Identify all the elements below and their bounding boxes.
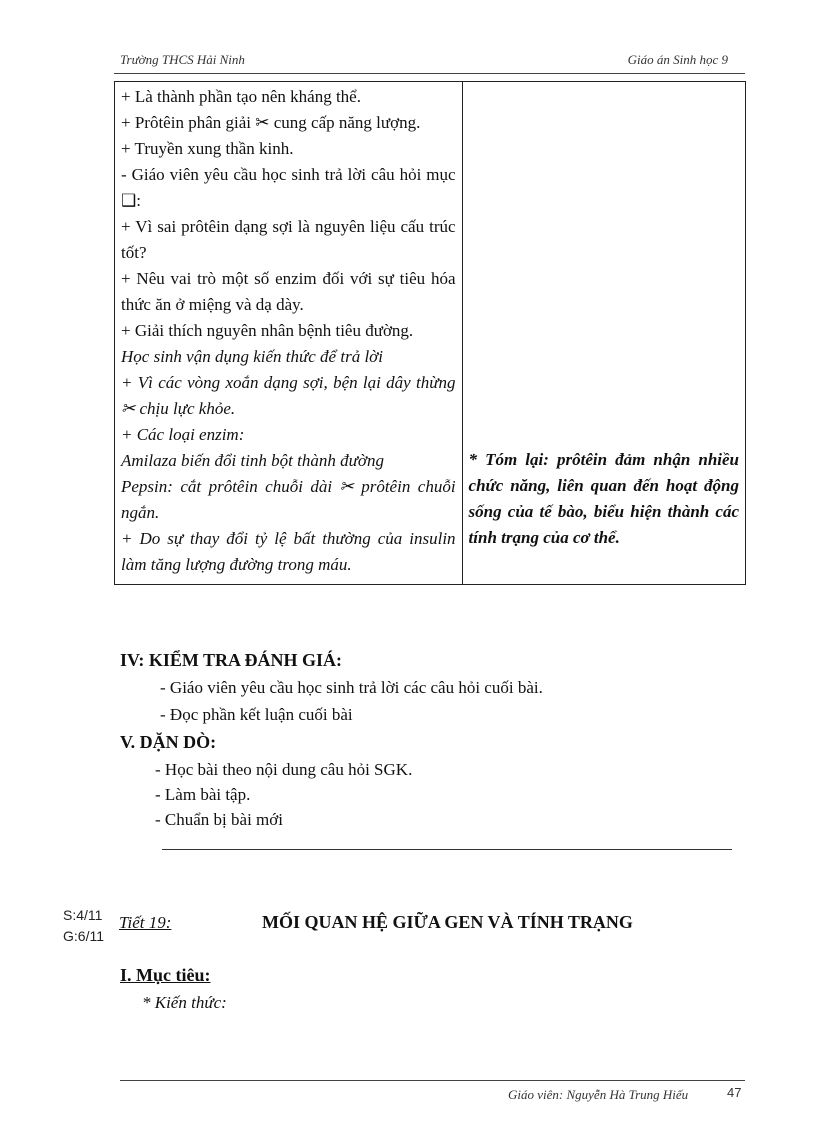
lesson-title: MỐI QUAN HỆ GIỮA GEN VÀ TÍNH TRẠNG	[262, 912, 633, 932]
assessment-item: - Đọc phần kết luận cuối bài	[160, 705, 353, 724]
date-g: G:6/11	[63, 928, 104, 944]
table-row	[115, 82, 746, 585]
line-answer-pepsin: Pepsin: cắt prôtêin chuỗi dài ✂ prôtêin chuỗi ngắn.	[121, 477, 456, 522]
assessment-item: - Giáo viên yêu cầu học sinh trả lời các câu hỏi cuối bài.	[160, 678, 543, 697]
line-question-diabetes: + Giải thích nguyên nhân bệnh tiêu đường.	[121, 321, 414, 340]
knowledge-label: * Kiến thức:	[142, 993, 227, 1012]
line-teacher-request: - Giáo viên yêu cầu học sinh trả lời câu hỏi mục ❑:	[121, 165, 456, 210]
section-assessment-heading: IV: KIỂM TRA ĐÁNH GIÁ:	[120, 650, 343, 670]
summary-text: * Tóm lại: prôtêin đảm nhận nhiều chức năng, liên quan đến hoạt động sống của tế bào, biểu hiện thành các tính trạng của cơ thể.	[468, 450, 739, 547]
line-answer-enzyme-types: + Các loại enzim:	[121, 425, 245, 444]
header-subject: Giáo án Sinh học 9	[627, 52, 728, 67]
section-homework-heading: V. DẶN DÒ:	[120, 732, 217, 752]
teacher-student-activity-cell	[115, 82, 463, 585]
footer-teacher: Giáo viên: Nguyễn Hà Trung Hiếu	[508, 1087, 689, 1102]
lesson-table	[114, 81, 746, 585]
footer-rule	[120, 1080, 745, 1081]
homework-item: - Chuẩn bị bài mới	[155, 810, 283, 829]
objectives-heading: I. Mục tiêu:	[120, 965, 211, 985]
page-number: 47	[727, 1085, 742, 1100]
header-rule	[114, 73, 745, 74]
line-answer-amylase: Amilaza biến đổi tinh bột thành đường	[121, 451, 384, 470]
date-s: S:4/11	[63, 907, 103, 923]
line-student-apply: Học sinh vận dụng kiến thức để trả lời	[121, 347, 383, 366]
line-question-fiber: + Vì sai prôtêin dạng sợi là nguyên liệu cấu trúc tốt?	[121, 217, 456, 262]
line-nerve: + Truyền xung thần kinh.	[121, 139, 294, 158]
content-cell	[462, 82, 745, 585]
line-answer-insulin: + Do sự thay đổi tỷ lệ bất thường của insulin làm tăng lượng đường trong máu.	[121, 529, 456, 574]
lesson-dates	[63, 905, 104, 947]
line-energy: + Prôtêin phân giải ✂ cung cấp năng lượng.	[121, 113, 421, 132]
line-question-enzyme: + Nêu vai trò một số enzim đối với sự tiêu hóa thức ăn ở miệng và dạ dày.	[121, 269, 456, 314]
homework-item: - Học bài theo nội dung câu hỏi SGK.	[155, 760, 413, 779]
line-answer-fiber: + Vì các vòng xoắn dạng sợi, bện lại dây thừng ✂ chịu lực khỏe.	[121, 373, 456, 418]
header-school: Trường THCS Hải Ninh	[120, 52, 245, 67]
period-label: Tiết 19:	[119, 913, 172, 932]
line-antibody: + Là thành phần tạo nên kháng thể.	[121, 87, 361, 106]
section-divider	[162, 849, 732, 850]
homework-item: - Làm bài tập.	[155, 785, 251, 804]
